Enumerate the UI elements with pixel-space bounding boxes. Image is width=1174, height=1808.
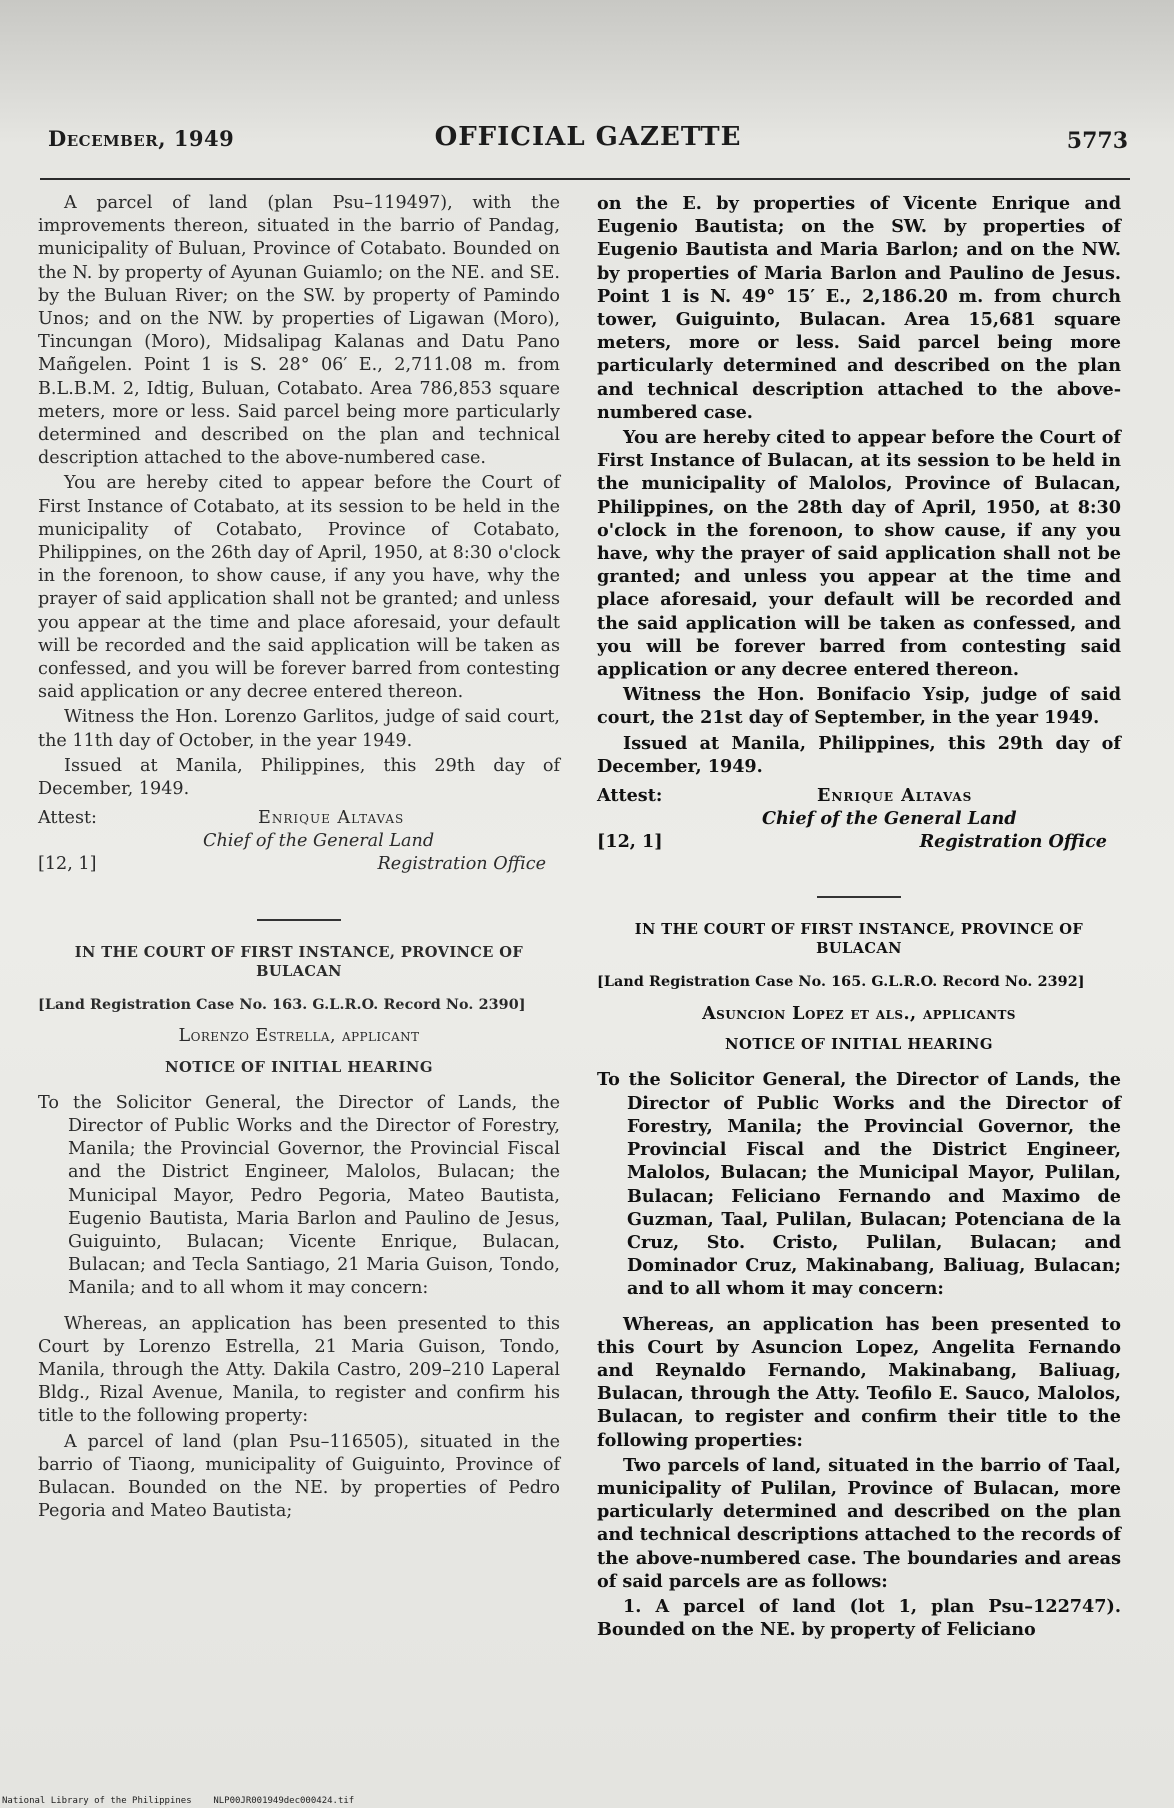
header-page-number: 5773 [1066,128,1128,154]
left-parcel-description: A parcel of land (plan Psu–119497), with the improvements thereon, situated in the barrio of Pandag, municipality of Buluan, Province of Cotabato. Bounded on the N. by property of Ayunan Guiamlo; on the NE. and SE. by the Buluan River; on the SW. by property of Pamindo Unos; and on the NW. by properties of Ligawan (Moro), Tincungan (Moro), Midsalipag Kalanas and Datu Pano Mañgelen. Point 1 is S. 28° 06′ E., 2,711.08 m. from B.L.B.M. 2, Idtig, Buluan, Cotabato. Area 786,853 square meters, more or less. Said parcel being more particularly determined and described on the plan and technical description attached to the above-numbered case. [38,193,560,469]
header-rule [40,178,1130,180]
right-citation-paragraph: You are hereby cited to appear before the Court of First Instance of Bulacan, at its session to be held in the municipality of Malolos, Province of Bulacan, Philippines, on the 28th day of April, 1950, at 8:30 o'clock in the forenoon, to show cause, if any you have, why the prayer of said application shall not be granted; and unless you appear at the time and place aforesaid, your default will be recorded and the said application will be taken as confessed, and you will be forever barred from contesting said application or any decree entered thereon. [597,427,1121,681]
court-heading: IN THE COURT OF FIRST INSTANCE, PROVINCE OF BULACAN [634,921,1084,958]
attest-label: Attest: [597,785,663,807]
attest-title-line2: Registration Office [919,831,1107,853]
left-citation-paragraph: You are hereby cited to appear before the Court of First Instance of Cotabato, at its session to be held in the municipality of Cotabato, Province of Cotabato, Philippines, on the 26th day of April, 1950, at 8:30 o'clock in the forenoon, to show cause, if any you have, why the prayer of said application shall not be granted; and unless you appear at the time and place aforesaid, your default will be recorded and the said application will be taken as confessed, and you will be forever barred from contesting said application or any decree entered thereon. [38,473,560,703]
right-issued-paragraph: Issued at Manila, Philippines, this 29th day of December, 1949. [597,732,1121,777]
section-divider [257,919,341,921]
parcels-paragraph: Two parcels of land, situated in the barrio of Taal, municipality of Pulilan, Province of Bulacan, more particularly determined and described on the plan and technical descriptions attached to the records of the above-numbered case. The boundaries and areas of said parcels are as follows: [597,1454,1121,1592]
attest-name: Enrique Altavas [817,785,973,807]
attest-reference: [12, 1] [597,831,663,853]
notice-title: NOTICE OF INITIAL HEARING [724,1036,994,1054]
court-heading: IN THE COURT OF FIRST INSTANCE, PROVINCE OF BULACAN [74,944,524,981]
right-attest-block [597,784,1121,876]
page-header [48,122,1128,162]
lot-1-paragraph: 1. A parcel of land (lot 1, plan Psu–122747). Bounded on the NE. by property of Feliciano [597,1595,1121,1641]
right-witness-paragraph: Witness the Hon. Bonifacio Ysip, judge of said court, the 21st day of September, in the year 1949. [597,684,1121,729]
addressee-paragraph: To the Solicitor General, the Director of Lands, the Director of Public Works and the Director of Forestry, Manila; the Provincial Governor, the Provincial Fiscal and the District Engineer, Malolos, Bulacan; the Municipal Mayor, Pulilan, Bulacan; Feliciano Fernando and Maximo de Guzman, Taal, Pulilan, Bulacan; Potenciana de la Cruz, Sto. Cristo, Pulilan, Bulacan; and Dominador Cruz, Makinabang, Baliuag, Bulacan; and to all whom it may concern: [597,1069,1121,1300]
case-line: [Land Registration Case No. 165. G.L.R.O. Record No. 2392] [597,974,1085,991]
addressee-paragraph: To the Solicitor General, the Director of Lands, the Director of Public Works and the Director of Forestry, Manila; the Provincial Governor, the Provincial Fiscal and the District Engineer, Malolos, Bulacan; the Municipal Mayor, Pedro Pegoria, Mateo Bautista, Eugenio Bautista, Maria Barlon and Paulino de Jesus, Guiguinto, Bulacan; Vicente Enrique, Bulacan, Bulacan; and Tecla Santiago, 21 Maria Guison, Tondo, Manila; and to all whom it may concern: [38,1092,560,1299]
applicant-line: Asuncion Lopez et als., applicants [702,1003,1016,1025]
whereas-paragraph: Whereas, an application has been presented to this Court by Asuncion Lopez, Angelita Fernando and Reynaldo Fernando, Makinabang, Baliuag, Bulacan, through the Atty. Teofilo E. Sauco, Malolos, Bulacan, to register and confirm their title to the following properties: [597,1313,1121,1451]
notice-title: NOTICE OF INITIAL HEARING [164,1059,434,1077]
attest-reference: [12, 1] [38,854,97,875]
header-date: December, 1949 [48,126,235,151]
attest-name: Enrique Altavas [258,808,405,829]
whereas-paragraph: Whereas, an application has been presented to this Court by Lorenzo Estrella, 21 Maria Guison, Tondo, Manila, through the Atty. Dakila Castro, 209–210 Laperal Bldg., Rizal Avenue, Manila, to register and confirm his title to the following property: [38,1313,560,1427]
right-parcel-continuation: on the E. by properties of Vicente Enrique and Eugenio Bautista; on the SW. by properties of Eugenio Bautista and Maria Barlon; and on the NW. by properties of Maria Barlon and Paulino de Jesus. Point 1 is N. 49° 15′ E., 2,186.20 m. from church tower, Guiguinto, Bulacan. Area 15,681 square meters, more or less. Said parcel being more particularly determined and described on the plan and technical description attached to the above-numbered case. [597,193,1121,423]
attest-title-line1: Chief of the General Land [762,808,1017,830]
applicant-line: Lorenzo Estrella, applicant [178,1026,420,1047]
right-column [597,192,1121,1643]
left-column [38,192,560,1525]
left-issued-paragraph: Issued at Manila, Philippines, this 29th day of December, 1949. [38,755,560,800]
left-witness-paragraph: Witness the Hon. Lorenzo Garlitos, judge of said court, the 11th day of October, in the year 1949. [38,707,560,751]
attest-label: Attest: [38,808,97,829]
case-line: [Land Registration Case No. 163. G.L.R.O. Record No. 2390] [38,997,526,1014]
parcel-paragraph: A parcel of land (plan Psu–116505), situated in the barrio of Tiaong, municipality of Guiguinto, Province of Bulacan. Bounded on the NE. by properties of Pedro Pegoria and Mateo Bautista; [38,1431,560,1522]
attest-title-line2: Registration Office [377,854,546,875]
scan-footer: National Library of the Philippines NLP00JR001949dec000424.tif [2,1796,355,1806]
header-title: OFFICIAL GAZETTE [434,122,742,152]
section-divider [817,896,901,898]
left-attest-block [38,807,560,899]
attest-title-line1: Chief of the General Land [203,831,435,852]
